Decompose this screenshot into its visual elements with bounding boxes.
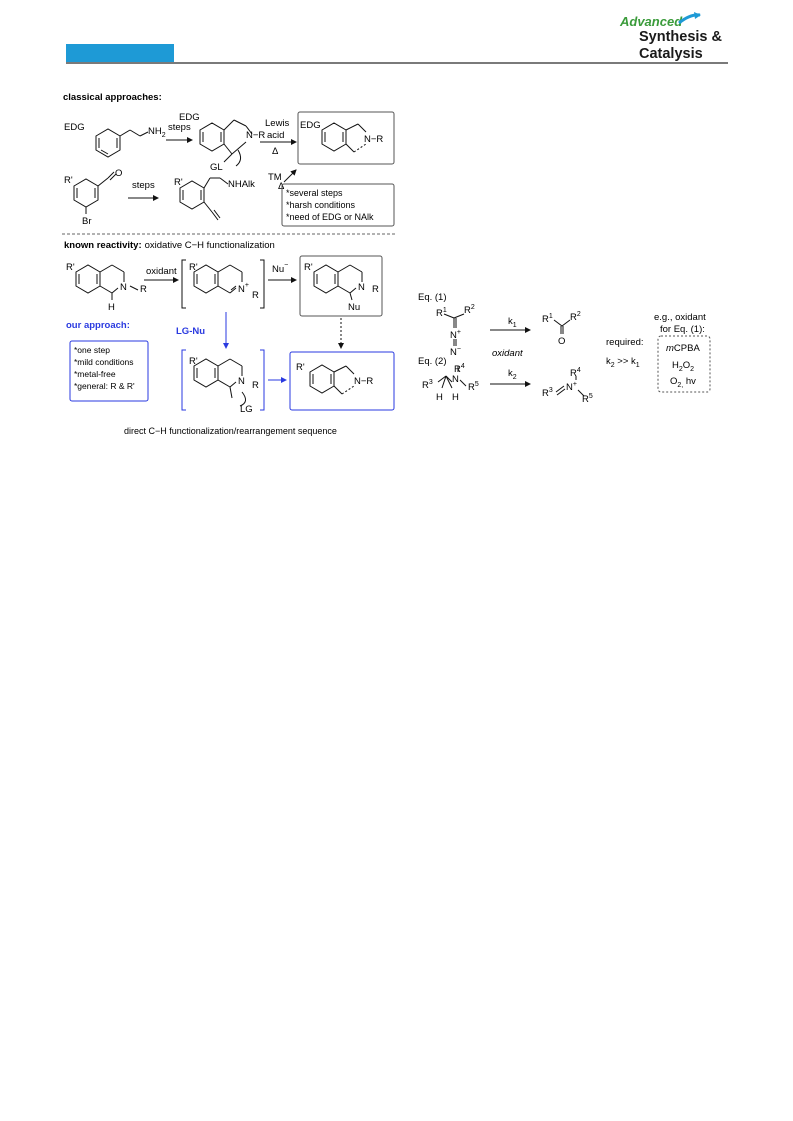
steps-label-2: steps <box>132 180 155 191</box>
r-prime-label-2: R' <box>174 177 183 188</box>
drawback-3: *need of EDG or NAlk <box>286 212 374 222</box>
bracket-right-2 <box>260 350 264 410</box>
benzazepine-product <box>322 123 366 152</box>
r-label-4: R <box>252 380 259 391</box>
k1-label: $k_1$ <box>508 316 517 329</box>
gl-label: GL <box>210 162 223 173</box>
r-prime-label-5: R' <box>304 262 313 273</box>
drawback-2: *harsh conditions <box>286 200 356 210</box>
nhalk-label: NHAlk <box>228 179 255 190</box>
edg-label-1: EDG <box>64 122 85 133</box>
required-label: required: <box>606 337 644 348</box>
advantage-4: *general: R & R' <box>74 381 135 391</box>
aldehyde-o-label: O <box>115 168 123 179</box>
logo-advanced: Advanced <box>620 14 683 29</box>
logo-catalysis: Catalysis <box>639 46 703 62</box>
nu-product <box>314 265 362 300</box>
precursor-with-gl <box>200 120 252 166</box>
n-r-label-2: N−R <box>364 134 384 145</box>
delta-label-1: Δ <box>272 146 279 157</box>
example-line-2: for Eq. (1): <box>660 324 705 335</box>
oxidant-label-2: oxidant <box>492 348 523 359</box>
r-prime-label-6: R' <box>189 356 198 367</box>
iminium-r4: $R^4$ <box>570 367 581 379</box>
our-approach-heading: our approach: <box>66 320 130 331</box>
bracket-right-1 <box>260 260 264 308</box>
n-label-1: N <box>120 282 127 293</box>
ketone-r1: $R^1$ <box>542 313 553 325</box>
bracket-left-2 <box>182 350 186 410</box>
nu-label: Nu <box>348 302 361 313</box>
edg-phenethylamine <box>96 129 148 157</box>
diazo-r1: $R^1$ <box>436 307 447 319</box>
classical-heading: classical approaches: <box>63 92 162 103</box>
lewis-label: Lewis <box>265 118 290 129</box>
diazo-r2: $R^2$ <box>464 304 475 316</box>
example-line-1: e.g., oxidant <box>654 312 706 323</box>
drawback-1: *several steps <box>286 188 343 198</box>
br-label: Br <box>82 216 92 227</box>
k2-label: $k_2$ <box>508 368 517 381</box>
advantage-3: *metal-free <box>74 369 116 379</box>
amine-h1: H <box>436 392 443 403</box>
lg-nu-label: LG-Nu <box>176 326 206 337</box>
ketone-o: O <box>558 336 566 347</box>
oxidant-label-1: oxidant <box>146 266 177 277</box>
amine-n: N <box>452 374 459 385</box>
r-prime-label-3: R' <box>66 262 75 273</box>
n-label-2: N <box>358 282 365 293</box>
diazo-n-minus: N− <box>450 346 461 358</box>
delta-label-2: Δ <box>278 181 285 192</box>
amine-r4: $R^4$ <box>454 363 465 375</box>
oxidant-o2: $O_{2,}$ hv <box>670 376 696 389</box>
scheme-caption: direct C−H functionalization/rearrangement sequence <box>124 426 337 436</box>
arrow-tm <box>284 170 296 182</box>
rate-relation: $k_2 >> k_1$ <box>606 356 640 369</box>
advantage-2: *mild conditions <box>74 357 134 367</box>
thiq-start <box>76 265 138 300</box>
left-reaction-scheme <box>60 86 400 438</box>
iminium-r5: $R^5$ <box>582 393 593 405</box>
oxidant-mcpba: mCPBA <box>666 343 700 354</box>
tm-label: TM <box>268 172 282 183</box>
known-heading: known reactivity: oxidative C−H functionalization <box>64 240 275 251</box>
logo-swoosh-icon <box>678 12 702 26</box>
n-r-label-1: N−R <box>246 130 266 141</box>
acid-label: acid <box>267 130 285 141</box>
n-plus-label-1: N+ <box>238 282 249 295</box>
right-reaction-scheme <box>410 280 740 420</box>
oxidant-h2o2: $H_2O_2$ <box>672 360 695 373</box>
diazo-n-plus: N+ <box>450 329 461 341</box>
iminium-intermediate <box>194 265 242 293</box>
r-prime-label-4: R' <box>189 262 198 273</box>
bracket-left-1 <box>182 260 186 308</box>
n-r-label-3: N−R <box>354 376 374 387</box>
nu-minus-label: Nu− <box>272 262 289 275</box>
r-label-1: R <box>140 284 147 295</box>
r-prime-label-7: R' <box>296 362 305 373</box>
logo-synthesis: Synthesis & <box>639 29 722 45</box>
amine-r5: $R^5$ <box>468 381 479 393</box>
nh2-label: $NH_2$ <box>148 126 166 139</box>
ketone-product <box>554 320 570 334</box>
r-prime-label-1: R' <box>64 175 73 186</box>
alkyne-amine <box>180 178 228 220</box>
header-rule <box>66 62 728 64</box>
lg-label: LG <box>240 404 253 415</box>
n-label-3: N <box>238 376 245 387</box>
r-label-2: R <box>252 290 259 301</box>
amine-h2: H <box>452 392 459 403</box>
journal-logo <box>620 14 770 62</box>
our-benzazepine-product <box>310 365 354 394</box>
eq1-label: Eq. (1) <box>418 292 447 303</box>
edg-label-3: EDG <box>300 120 321 131</box>
ketone-r2: $R^2$ <box>570 311 581 323</box>
edg-label-2: EDG <box>179 112 200 123</box>
our-product-box <box>290 352 394 410</box>
r-label-3: R <box>372 284 379 295</box>
steps-label-1: steps <box>168 122 191 133</box>
iminium-r3: $R^3$ <box>542 387 553 399</box>
amine-r3: $R^3$ <box>422 379 433 391</box>
eq2-label: Eq. (2) <box>418 356 447 367</box>
h-label-1: H <box>108 302 115 313</box>
bromobenzaldehyde <box>74 172 116 214</box>
advantage-1: *one step <box>74 345 110 355</box>
journal-color-tab <box>66 44 174 63</box>
iminium-n-plus: N+ <box>566 381 577 393</box>
